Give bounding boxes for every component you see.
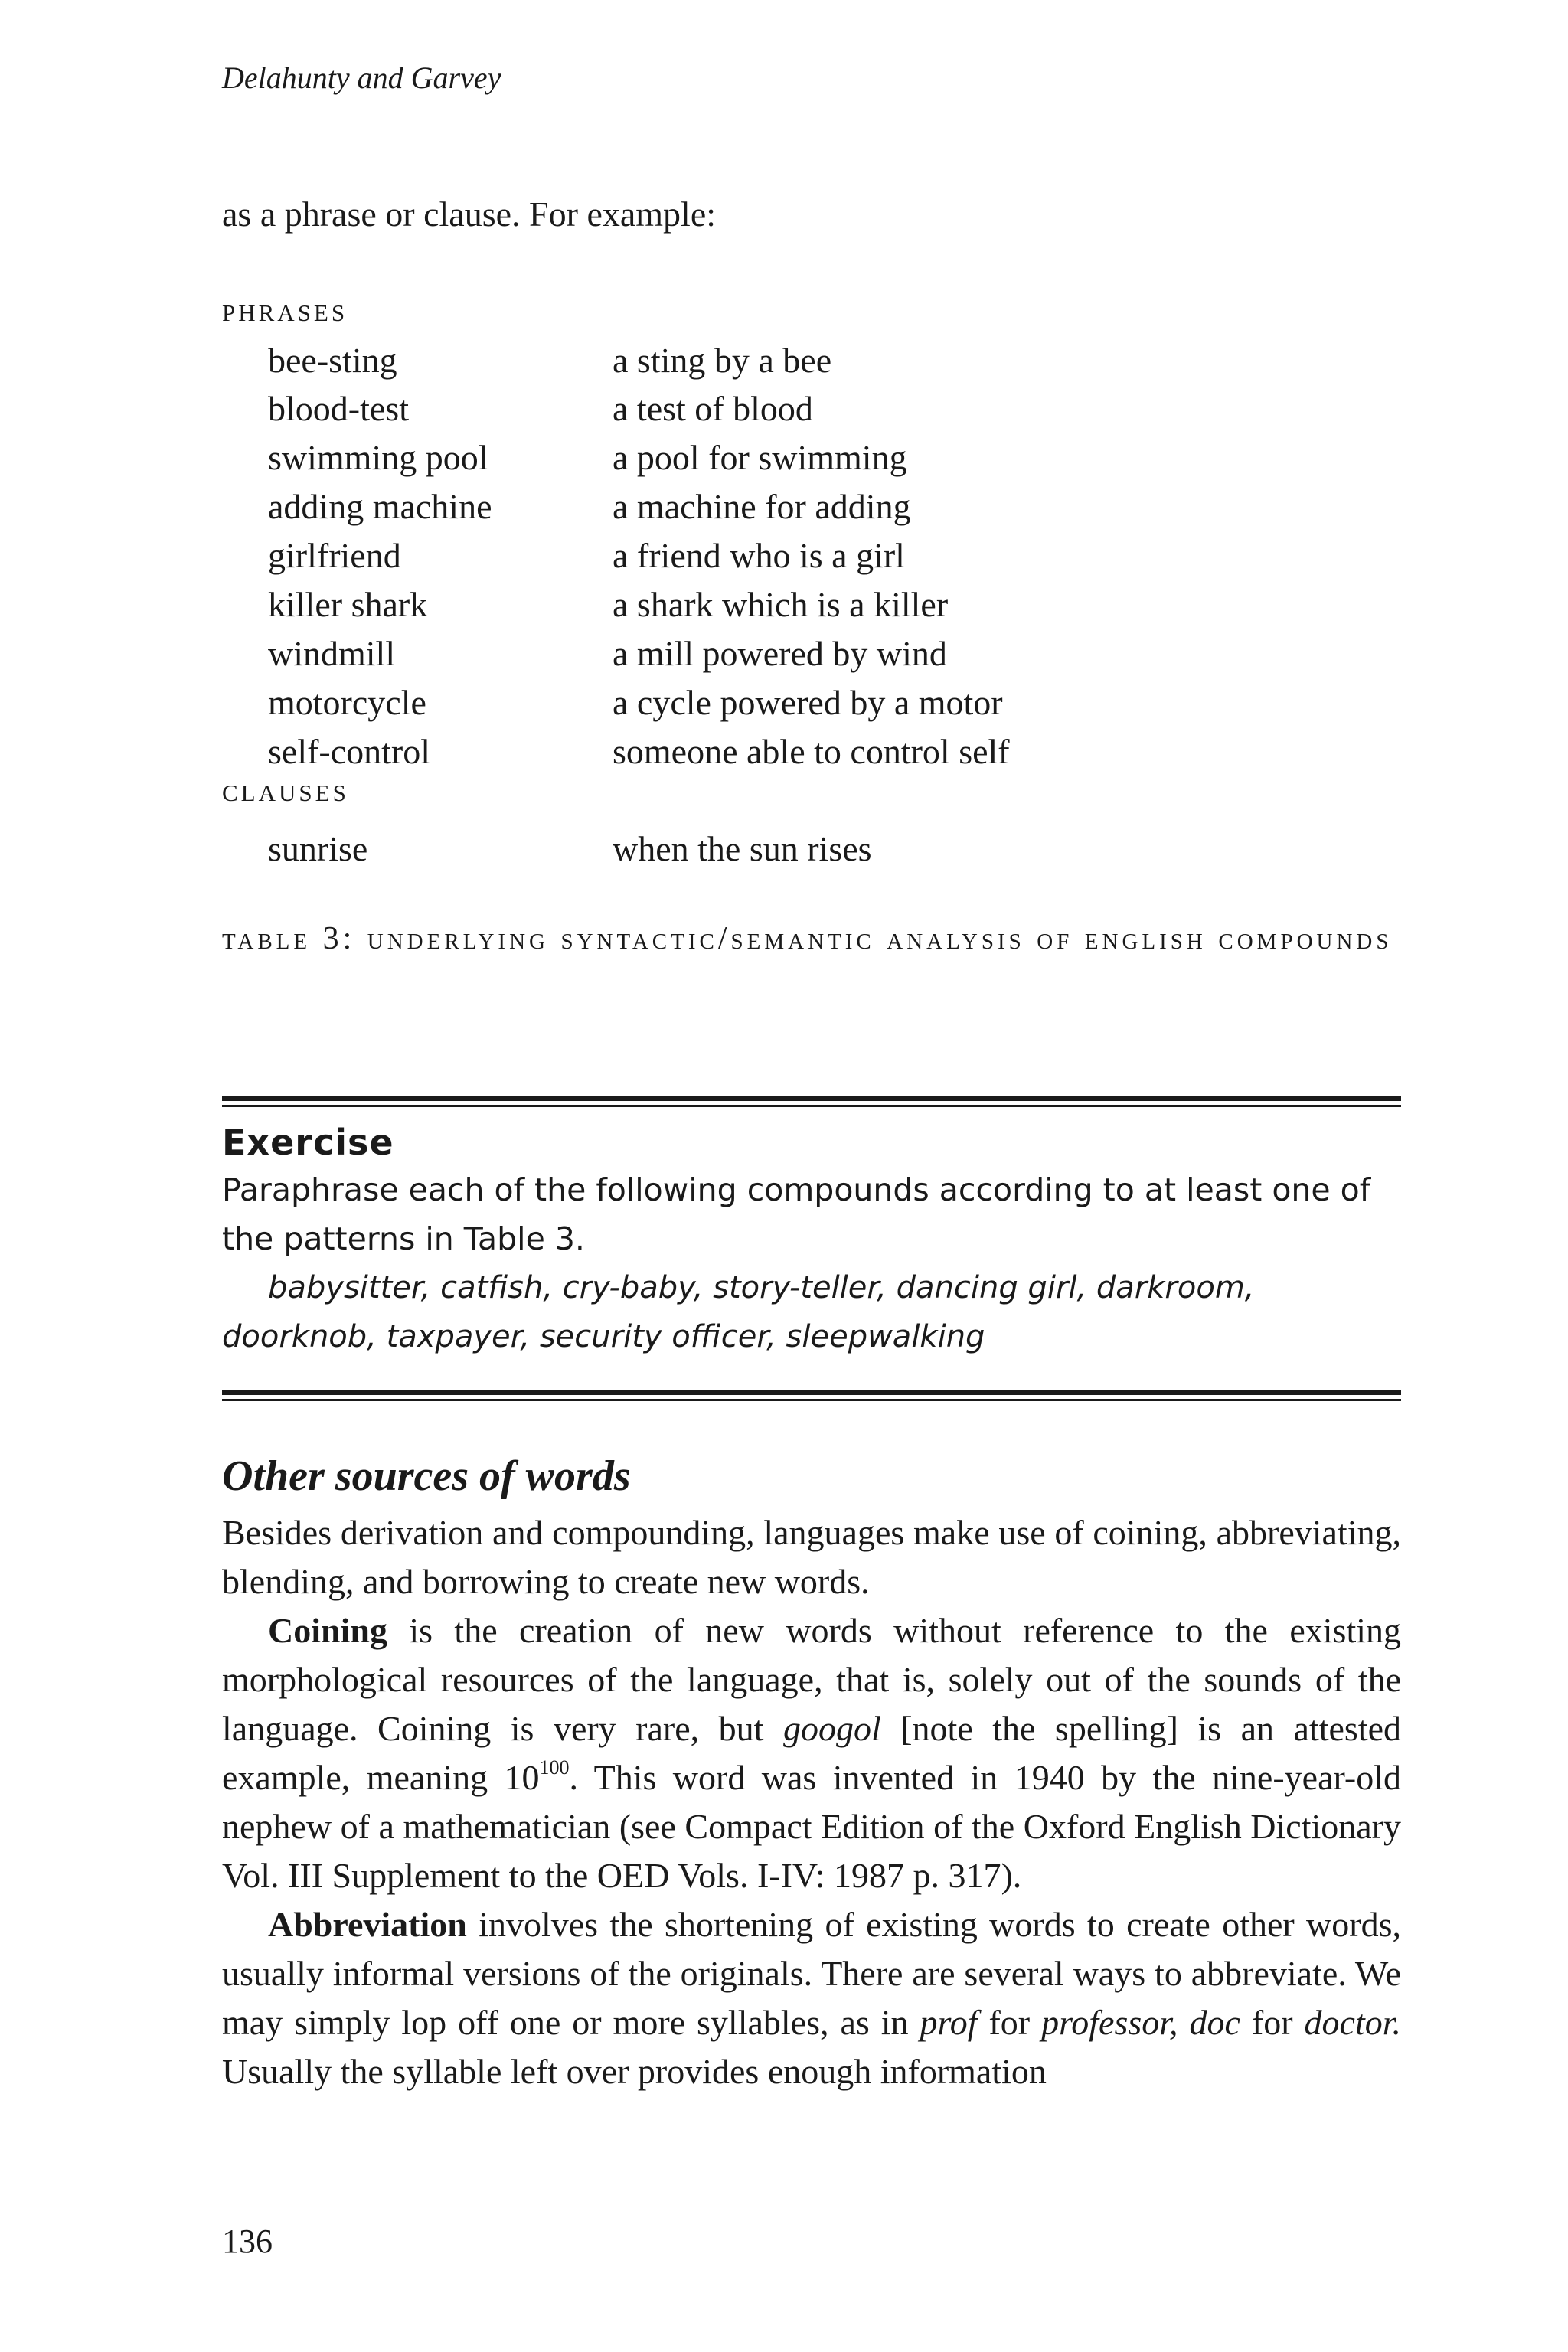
paragraph-text: . This word was invented in 1940 by the nine-year-old nephew of a mathematician (see Compact Edition of the Oxford English Dictionary Vol. III Supplement to the OED Vols. I-IV: 1987 p. 317). [222, 1758, 1401, 1895]
table-caption: table 3: underlying syntactic/semantic analysis of english compounds [222, 921, 1393, 956]
exponent: 100 [539, 1756, 570, 1779]
compound-paraphrase: a pool for swimming [612, 438, 907, 477]
exercise-bottom-rule [222, 1390, 1401, 1406]
example-word: professor, doc [1041, 2003, 1240, 2042]
compound-word: blood-test [268, 389, 409, 428]
example-word: googol [782, 1709, 881, 1748]
compound-word: motorcycle [268, 683, 426, 722]
paragraph-text: is the creation of new words without reference to the existing morphological resources of the language, that is, solely out of the sounds of the language. Coining is very rare, but [222, 1611, 1401, 1748]
paragraph-text: Usually the syllable left over provides enough information [222, 2052, 1047, 2091]
compound-paraphrase: someone able to control self [612, 732, 1010, 771]
compound-paraphrase: a machine for adding [612, 487, 911, 526]
intro-line: as a phrase or clause. For example: [222, 194, 717, 234]
compound-paraphrase: when the sun rises [612, 829, 872, 868]
exercise-heading: Exercise [222, 1122, 394, 1163]
compound-word: swimming pool [268, 438, 488, 477]
paragraph-intro: Besides derivation and compounding, languages make use of coining, abbreviating, blending, and borrowing to create new words. [222, 1513, 1401, 1601]
exercise-top-rule [222, 1096, 1401, 1112]
term-coining: Coining [268, 1611, 387, 1650]
compound-word: killer shark [268, 585, 428, 624]
body-text [222, 1508, 1401, 2096]
paragraph-abbreviation [222, 1900, 1401, 2096]
compound-word: windmill [268, 634, 396, 673]
compound-paraphrase: a shark which is a killer [612, 585, 949, 624]
example-word: prof [920, 2003, 978, 2042]
compound-paraphrase: a mill powered by wind [612, 634, 947, 673]
exercise-instruction: Paraphrase each of the following compounds according to at least one of the patterns in Table 3. [222, 1171, 1371, 1257]
clauses-label: clauses [222, 771, 349, 808]
term-abbreviation: Abbreviation [268, 1905, 467, 1944]
compound-paraphrase: a cycle powered by a motor [612, 683, 1003, 722]
paragraph-text: [note the spelling] is an attested example, meaning 10 [222, 1709, 1401, 1797]
paragraph-text: involves the shortening of existing words to create other words, usually informal versions of the originals. There are several ways to abbreviate. We may simply lop off one or more syllables, as in [222, 1905, 1401, 2042]
paragraph-text: for [977, 2003, 1042, 2042]
compound-paraphrase: a friend who is a girl [612, 536, 905, 575]
compound-paraphrase: a test of blood [612, 389, 813, 428]
exercise-items: babysitter, catfish, cry-baby, story-teller, dancing girl, darkroom, doorknob, taxpayer, security officer, sleepwalking [222, 1270, 1255, 1354]
compound-word: sunrise [268, 829, 368, 868]
phrases-label: phrases [222, 291, 348, 328]
example-word: doctor. [1304, 2003, 1402, 2042]
running-head: Delahunty and Garvey [222, 60, 501, 95]
page-number: 136 [222, 2223, 273, 2260]
exercise-box [222, 1119, 1401, 1361]
compound-word: girlfriend [268, 536, 401, 575]
paragraph-coining [222, 1606, 1401, 1900]
compound-paraphrase: a sting by a bee [612, 341, 832, 380]
compound-word: adding machine [268, 487, 492, 526]
compound-word: self-control [268, 732, 431, 771]
compound-word: bee-sting [268, 341, 397, 380]
section-heading: Other sources of words [222, 1452, 631, 1500]
paragraph-text: for [1240, 2003, 1305, 2042]
